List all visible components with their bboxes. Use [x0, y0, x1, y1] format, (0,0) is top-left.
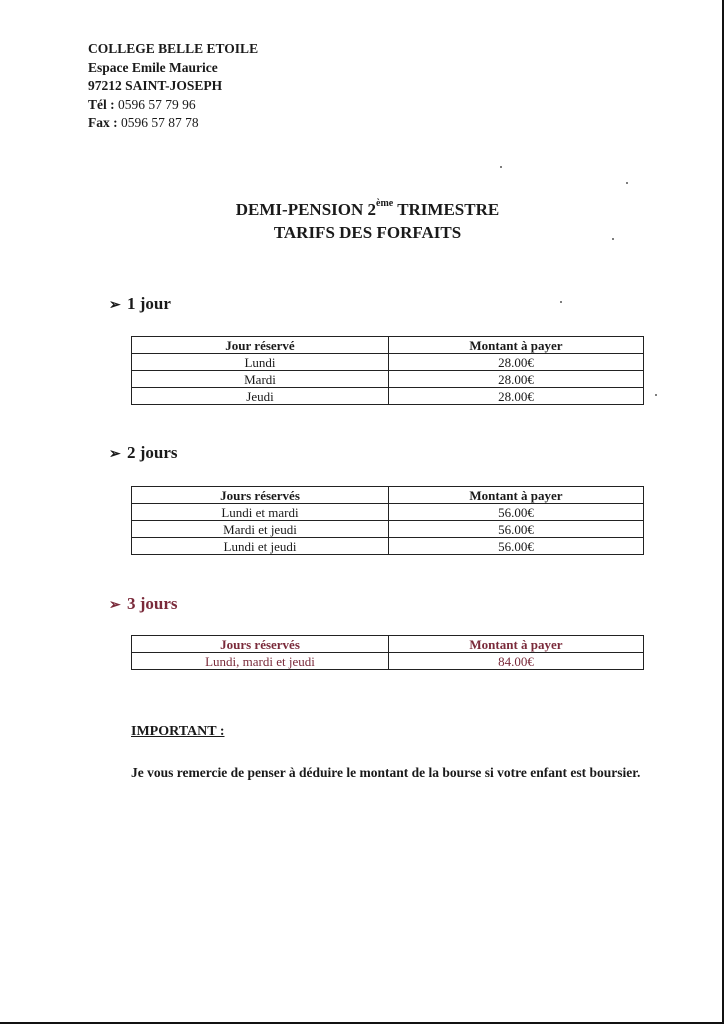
scan-speck [560, 301, 562, 303]
table-row [132, 653, 644, 670]
column-header-days: Jours réservés [132, 487, 389, 504]
important-note: Je vous remercie de penser à déduire le montant de la bourse si votre enfant est boursier. [131, 765, 641, 780]
phone-value: 0596 57 79 96 [118, 96, 196, 112]
cell-days: Lundi [132, 354, 389, 371]
arrow-bullet-icon: ➢ [109, 598, 121, 613]
school-address-line1: Espace Emile Maurice [88, 59, 218, 75]
title-superscript: ème [376, 198, 394, 209]
table-row [132, 504, 644, 521]
cell-days: Lundi, mardi et jeudi [132, 653, 389, 670]
school-phone [88, 96, 258, 115]
cell-amount: 28.00€ [389, 388, 644, 405]
cell-amount: 56.00€ [389, 504, 644, 521]
table-row [132, 538, 644, 555]
table-row [132, 521, 644, 538]
cell-days: Lundi et mardi [132, 504, 389, 521]
scan-speck [612, 238, 614, 240]
scan-speck [655, 394, 657, 396]
tariff-table-1-jour [131, 336, 644, 405]
column-header-amount: Montant à payer [389, 487, 644, 504]
phone-label: Tél : [88, 96, 115, 112]
tariff-table-2-jours [131, 486, 644, 555]
scan-speck [500, 166, 502, 168]
section-heading-label: 3 jours [127, 594, 178, 613]
school-name: COLLEGE BELLE ETOILE [88, 41, 259, 56]
fax-value: 0596 57 87 78 [121, 115, 199, 130]
cell-amount: 28.00€ [389, 354, 644, 371]
cell-amount: 28.00€ [389, 371, 644, 388]
tariff-table-3-jours [131, 635, 644, 670]
cell-days: Mardi et jeudi [132, 521, 389, 538]
arrow-bullet-icon: ➢ [109, 298, 121, 313]
table-row [132, 371, 644, 388]
section-heading-2-jours [109, 443, 178, 463]
cell-amount: 56.00€ [389, 538, 644, 555]
school-address-line2: 97212 SAINT-JOSEPH [88, 78, 223, 93]
section-heading-3-jours [109, 594, 178, 614]
column-header-amount: Montant à payer [389, 337, 644, 354]
section-heading-label: 2 jours [127, 443, 178, 462]
arrow-bullet-icon: ➢ [109, 447, 121, 462]
cell-amount: 56.00€ [389, 521, 644, 538]
school-header [88, 40, 258, 133]
table-header-row [132, 337, 644, 354]
table-row [132, 354, 644, 371]
title-part2: TRIMESTRE [393, 200, 500, 219]
school-fax [88, 114, 258, 133]
table-row [132, 388, 644, 405]
cell-days: Lundi et jeudi [132, 538, 389, 555]
important-label: IMPORTANT : [131, 724, 225, 739]
column-header-amount: Montant à payer [389, 636, 644, 653]
section-heading-1-jour [109, 294, 171, 314]
title-part1: DEMI-PENSION 2 [235, 200, 377, 219]
section-heading-label: 1 jour [127, 294, 171, 313]
table-header-row [132, 636, 644, 653]
column-header-days: Jour réservé [132, 337, 389, 354]
document-subtitle: TARIFS DES FORFAITS [273, 223, 462, 242]
scan-speck [626, 182, 628, 184]
document-title [0, 200, 725, 220]
cell-days: Jeudi [132, 388, 389, 405]
fax-label: Fax : [88, 115, 118, 130]
cell-days: Mardi [132, 371, 389, 388]
cell-amount: 84.00€ [389, 653, 644, 670]
table-header-row [132, 487, 644, 504]
column-header-days: Jours réservés [132, 636, 389, 653]
